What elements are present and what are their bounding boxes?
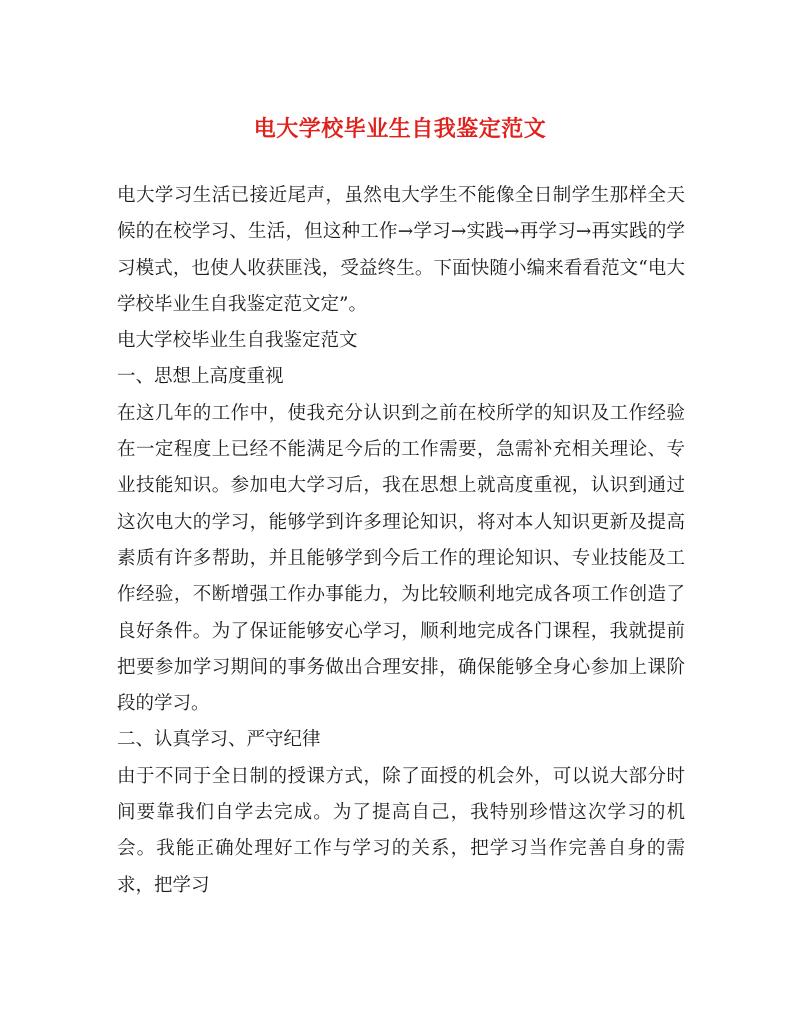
section-1-paragraph: 在这几年的工作中，使我充分认识到之前在校所学的知识及工作经验在一定程度上已经不能满足今后的工作需要，急需补充相关理论、专业技能知识。参加电大学习后，我在思想上就高度重视，认识到通过这次电大的学习，能够学到许多理论知识，将对本人知识更新及提高素质有许多帮助，并且能够学到今后工作的理论知识、专业技能及工作经验，不断增强工作办事能力，为比较顺利地完成各项工作创造了良好条件。为了保证能够安心学习，顺利地完成各门课程，我就提前把要参加学习期间的事务做出合理安排，确保能够全身心参加上课阶段的学习。 [117,402,685,715]
section-heading-2: 二、认真学习、严守纪律 [117,729,321,751]
document-title: 电大学校毕业生自我鉴定范文 [253,116,547,142]
section-2-paragraph: 由于不同于全日制的授课方式，除了面授的机会外，可以说大部分时间要靠我们自学去完成。为了提高自己，我特别珍惜这次学习的机会。我能正确处理好工作与学习的关系，把学习当作完善自身的需求，把学习 [117,765,685,896]
subtitle-paragraph: 电大学校毕业生自我鉴定范文 [117,330,358,352]
intro-paragraph: 电大学习生活已接近尾声，虽然电大学生不能像全日制学生那样全天候的在校学习、生活，但这种工作→学习→实践→再学习→再实践的学习模式，也使人收获匪浅，受益终生。下面快随小编来看看范文“电大学校毕业生自我鉴定范文定”。 [117,185,685,315]
document-body [117,178,685,904]
section-heading-1: 一、思想上高度重视 [117,366,284,388]
